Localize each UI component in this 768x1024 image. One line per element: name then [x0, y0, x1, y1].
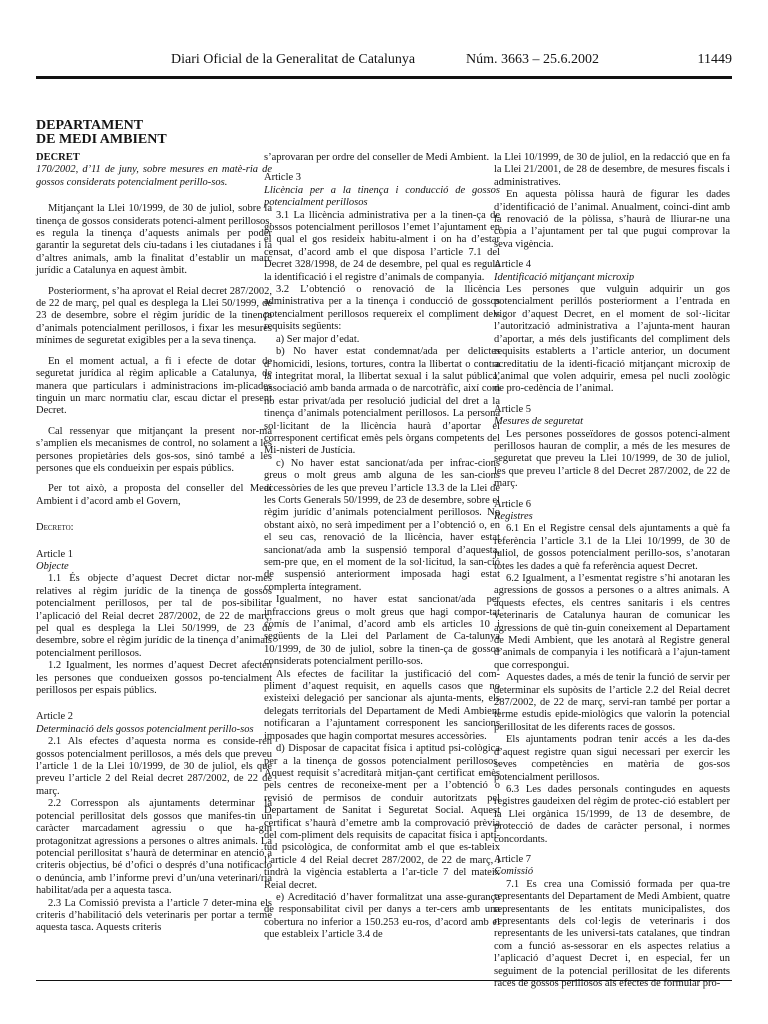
paragraph: Els ajuntaments podran tenir accés a les da-des d’aquest registre quan sigui necessari per exercir les seves competències en matèria de gos-sos potencialment perillosos.	[494, 734, 730, 783]
issue-number: Núm. 3663 – 25.6.2002	[466, 52, 599, 67]
department-heading	[36, 119, 276, 147]
paragraph: 6.1 En el Registre censal dels ajuntaments a què fa referència l’article 3.1 de la Llei 10/1999, de 30 de juliol, de gossos potencialment perillo-sos, s’anotaran totes les dades a què fa referència aquest Decret.	[494, 523, 730, 572]
paragraph: 6.3 Les dades personals contingudes en aquests registres gaudeixen del règim de protec-ció establert per la Llei orgànica 15/1999, de 13 de desembre, de protecció de dades de caràcter personal, i normes concordants.	[494, 783, 730, 845]
footer-rule	[36, 980, 732, 981]
paragraph: En aquesta pòlissa haurà de figurar les dades d’identificació de l’animal. Anualment, coinci-dint amb la renovació de la pòlissa, s’haurà de lliurar-ne una còpia a l’ajuntament per tal que pugui comprovar la seva vigència.	[494, 189, 730, 250]
decret-label: DECRET	[36, 152, 80, 163]
list-item: e) Acreditació d’haver formalitzat una asse-gurança de responsabilitat civil per danys a ter-cers amb una cobertura no inferior a 150.253 eu-ros, d’acord amb el que estableix l’article 3.4 de	[264, 891, 500, 941]
paragraph: En el moment actual, a fi i efecte de dotar de seguretat jurídica al règim aplicable a Catalunya, de manera que particulars i administracions im-plicades tinguin un marc normatiu clar, escau dictar el present Decret.	[36, 355, 272, 417]
paragraph: 2.1 Als efectes d’aquesta norma es conside-ren gossos potencialment perillosos, a més dels que preveu l’article 1 de la Llei 10/1999, de 30 de juliol, els que preveu l’article 2 del Reial decret 287/2002, de 22 de març.	[36, 736, 272, 797]
article-heading: Article 7	[494, 853, 532, 865]
list-item: b) No haver estat condemnat/ada per delictes d’homicidi, lesions, tortures, contra la llibertat o contra la integritat moral, la llibertat sexual i la salut pública, associació amb banda armada o de narcotràfic, així com no estar privat/ada per resolució judicial del dret a la tinença d’animals potencialment perillosos. La persona sol·licitant de la llicència haurà d’aportar el corresponent certificat emès pels òrgans competents del Mi-nisteri de Justícia.	[264, 346, 500, 457]
article-heading: Article 1	[36, 548, 74, 560]
article-subheading: Identificació mitjançant microxip	[494, 271, 635, 283]
article-subheading: Determinació dels gossos potencialment perillo-sos	[36, 723, 254, 735]
article-heading: Article 6	[494, 498, 532, 510]
paragraph: Cal ressenyar que mitjançant la present nor-ma s’amplien els mecanismes de control, no solament a les persones propietàries dels gos-sos, sinó també a les persones que els condueixin per espais públics.	[36, 425, 272, 474]
article-heading: Article 4	[494, 259, 532, 271]
article-heading: Article 2	[36, 711, 74, 723]
decret-title: 170/2002, d’11 de juny, sobre mesures en matè-ria de gossos considerats potencialment perillo-sos.	[36, 164, 272, 188]
list-item: d) Disposar de capacitat física i aptitud psi-cològica per a la tinença de gossos potencialment perillosos. Aquest requisit s’acreditarà mitjan-çant certificat emès pels centres de reconeixe-ment per a l’obtenció o revisió de permisos de conduir autoritzats pel Departament de Sanitat i Seguretat Social. Aquest certificat s’haurà d’emetre amb la comprovació prèvia del com-pliment dels requisits de capacitat física i apti-tud psicològica, de conformitat amb el que es-tableix l’article 4 del Reial decret 287/2002, de 22 de març, i tindrà la vigència establerta a l’ar-ticle 7 del mateix Reial decret.	[264, 743, 500, 891]
column-2	[264, 152, 500, 978]
paragraph: Les persones posseïdores de gossos potenci-alment perillosos hauran de complir, a més de les mesures de seguretat que preveu la Llei 10/1999, de 30 de juliol, les que preveu l’article 8 del Decret 287/2002, de 22 de març.	[494, 428, 730, 490]
paragraph: Les persones que vulguin adquirir un gos potencialment perillós posteriorment a l’entrada en vigor d’aquest Decret, en el moment de sol·-licitar l’autorització administrativa a l’ajunta-ment hauran d’aportar, a més dels justificants del compliment dels requisits establerts a l’article anterior, un document acreditatiu de la identi-ficació mitjançant microxip de l’animal que volen adquirir, emesa pel nucli zoològic de pro-cedència de l’animal.	[494, 284, 730, 395]
paragraph: 7.1 Es crea una Comissió formada per qua-tre representants del Departament de Medi Ambient, quatre representants de les entitats municipalistes, dos representants dels col·legis de veterinaris i dos representants de les universi-tats catalanes, que tindran com a funció as-sessorar en els aspectes relatius a l’aplicació d’aquest Decret i, en especial, fer un seguiment de la potencial perillositat de les diferents races de gossos perillosos als efectes de formular pro-	[494, 878, 730, 989]
page-header	[36, 48, 732, 72]
column-1	[36, 152, 272, 978]
paragraph: 2.3 La Comissió prevista a l’article 7 deter-mina els criteris d’habilitació dels veterinaris per portar a terme aquesta tasca. Aquests criteris	[36, 897, 272, 934]
paragraph: Mitjançant la Llei 10/1999, de 30 de juliol, sobre la tinença de gossos considerats potenci-alment perillosos, es regula la tinença d’aquests animals per poder garantir la seguretat dels ciu-tadans i les ciutadanes i la d’altres animals, amb la finalitat d’establir un marc jurídic a Catalunya en aquest àmbit.	[36, 203, 272, 277]
column-3	[494, 152, 730, 989]
article-subheading: Registres	[494, 510, 533, 522]
decreto-label: Decreto:	[36, 522, 74, 534]
article-subheading: Comissió	[494, 866, 534, 878]
journal-title: Diari Oficial de la Generalitat de Catalunya	[171, 52, 416, 67]
paragraph: 1.2 Igualment, les normes d’aquest Decret afecten les persones que condueixen gossos po-tencialment perillosos per espais públics.	[36, 660, 272, 697]
article-subheading: Objecte	[36, 560, 69, 572]
paragraph: 2.2 Corresspon als ajuntaments determinar la potencial perillositat dels gossos que manifes-tin un caràcter marcadament agressiu o que ha-gin protagonitzat agressions a persones o altres animals. La potencial perillositat s’haurà de determinar en atenció a criteris objectius, bé d’ofici o després d’una notificació o denúncia, amb l’informe previ d’un/una veterinari/ria habilitat/ada per a aquesta tasca.	[36, 798, 272, 897]
page-number: 11449	[697, 52, 732, 67]
article-subheading: Mesures de seguretat	[494, 416, 584, 428]
paragraph: Als efectes de facilitar la justificació del com-pliment d’aquest requisit, en aquells casos que no existeixi delegació per sancionar als ajunta-ments, els delegats territorials del Departament de Medi Ambient notificaran a l’ajuntament corresponent les sancions imposades que hagin comportat mesures accessòries.	[264, 668, 500, 742]
paragraph: la Llei 10/1999, de 30 de juliol, en la redacció que en fa la Llei 21/2001, de 28 de desembre, de mesures fiscals i administratives.	[494, 152, 730, 188]
paragraph: 6.2 Igualment, a l’esmentat registre s’hi anotaran les agressions de gossos a persones o a altres animals. A aquests efectes, els centres sanitaris i els centres veterinaris de Catalunya hauran de comunicar les agressions de què tin-guin coneixement al Departament de Medi Ambient, que les anotarà al Registre general d’animals de companyia i les notificarà a l’ajun-tament que correspongui.	[494, 573, 730, 671]
department-line-1: DEPARTAMENT	[36, 118, 144, 133]
paragraph: Aquestes dades, a més de tenir la funció de servir per determinar els supòsits de l’article 2.2 del Reial decret 287/2002, de 22 de març, servi-ran també per portar a terme estudis epide-miològics que valorin la potencial perillositat de les diferents races de gossos.	[494, 672, 730, 733]
paragraph: s’aprovaran per ordre del conseller de Medi Ambient.	[264, 152, 490, 163]
paragraph: 3.1 La llicència administrativa per a la tinen-ça de gossos potencialment perillosos l’emet l’ajuntament en el qual el gos resideix habitu-alment i on ha d’estar censat, d’acord amb el que disposa l’article 7.1 del Decret 328/1998, de 24 de desembre, pel qual es regula la identificació i el registre d’animals de companyia.	[264, 209, 500, 283]
paragraph: 3.2 L’obtenció o renovació de la llicència administrativa per a la tinença i conducció de gossos potencialment perillosos requereix el compliment dels requisits següents:	[264, 284, 500, 333]
department-line-2: DE MEDI AMBIENT	[36, 132, 167, 147]
list-item: c) No haver estat sancionat/ada per infrac-cions greus o molt greus amb alguna de les san-cions accessòries de les que preveu l’article 13.3 de la Llei de les Corts Generals 50/1999, de 23 de desembre, sobre el règim jurídic d’animals potencialment perillosos. No obstant això, no serà impediment per a l’obtenció o, en el seu cas, renovació de la llicència, haver estat sancionat/ada amb la suspensió temporal d’aquesta, sem-pre que, en el moment de la sol·licitud, la san-ció de suspensió anteriorment imposada hagi estat complerta íntegrament.	[264, 457, 500, 593]
header-rule	[36, 76, 732, 79]
article-heading: Article 3	[264, 172, 302, 184]
list-item: a) Ser major d’edat.	[276, 333, 360, 345]
paragraph: Posteriorment, s’ha aprovat el Reial decret 287/2002, de 22 de març, pel qual es desplega la Llei 50/1999, de 23 de desembre, sobre el règim jurídic de la tinença d’animals potencialment perillosos, i fixar les mesures mínimes de seguretat exigibles per a la seva tinença.	[36, 285, 272, 347]
paragraph: 1.1 És objecte d’aquest Decret dictar nor-mes relatives al règim jurídic de la tinença de gossos potencialment perillosos, per tal de pos-sibilitar l’aplicació del Reial decret 287/2002, de 22 de març, pel qual es desplega la Llei 50/1999, de 23 de desembre, sobre el règim jurídic de la tinença d’animals potencialment perillosos.	[36, 573, 272, 659]
article-subheading: Llicència per a la tinença i conducció de gossos potencialment perillosos	[264, 184, 500, 209]
article-heading: Article 5	[494, 403, 532, 415]
paragraph: Per tot això, a proposta del conseller del Medi Ambient i d’acord amb el Govern,	[36, 483, 272, 507]
paragraph: Igualment, no haver estat sancionat/ada per infraccions greus o molt greus que hagi compor-tat comís de l’animal, d’acord amb els articles 10 i següents de la Llei del Parlament de Ca-talunya 10/1999, de 30 de juliol, sobre la tinen-ça de gossos considerats potencialment perillo-sos.	[264, 594, 500, 668]
